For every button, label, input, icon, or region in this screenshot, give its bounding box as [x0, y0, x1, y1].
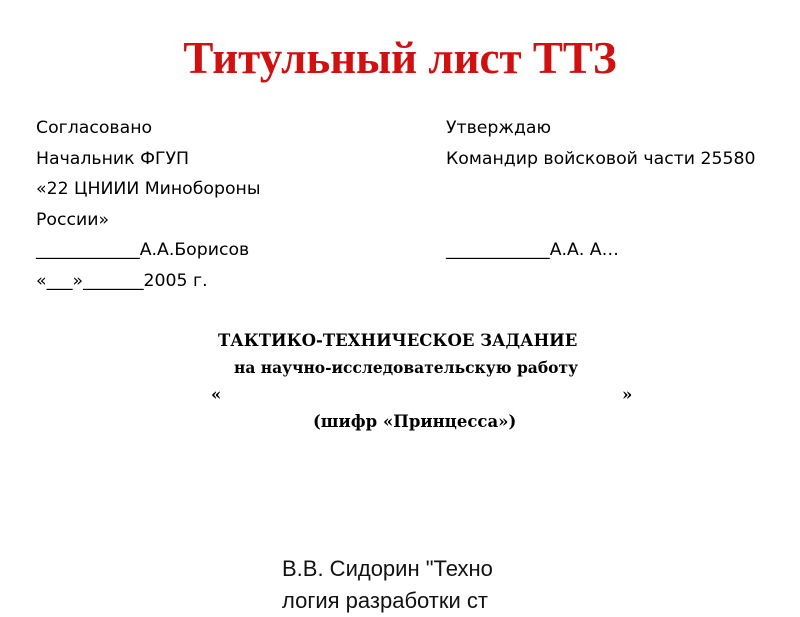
left-signature-line: ____________А.А.Борисов — [36, 240, 250, 260]
footer-line2: логия разработки ст — [282, 588, 488, 613]
left-signature-block — [36, 113, 416, 296]
approve-label: Утверждаю — [446, 118, 552, 138]
footer-line1: В.В. Сидорин "Техно — [282, 556, 493, 581]
right-position: Командир войсковой части 25580 — [446, 148, 756, 169]
left-organization-line1: «22 ЦНИИИ Минобороны — [36, 179, 261, 199]
spacer — [446, 205, 796, 236]
left-position: Начальник ФГУП — [36, 148, 190, 169]
footer-attribution — [282, 553, 493, 617]
agreed-label: Согласовано — [36, 118, 153, 138]
assignment-title: ТАКТИКО-ТЕХНИЧЕСКОЕ ЗАДАНИЕ — [218, 331, 578, 350]
assignment-subtitle: на научно-исследовательскую работу — [234, 358, 579, 377]
project-name-open-quote: « — [211, 385, 222, 404]
spacer — [446, 174, 796, 205]
project-code: (шифр «Принцесса») — [313, 412, 517, 431]
left-organization-line2: России» — [36, 209, 110, 230]
project-name-close-quote: » — [622, 385, 633, 404]
left-date-line: «___»_______2005 г. — [36, 270, 208, 291]
right-signature-block — [446, 113, 796, 266]
slide-title: Титульный лист ТТЗ — [183, 33, 617, 83]
right-signature-line: ____________А.А. А… — [446, 240, 619, 260]
